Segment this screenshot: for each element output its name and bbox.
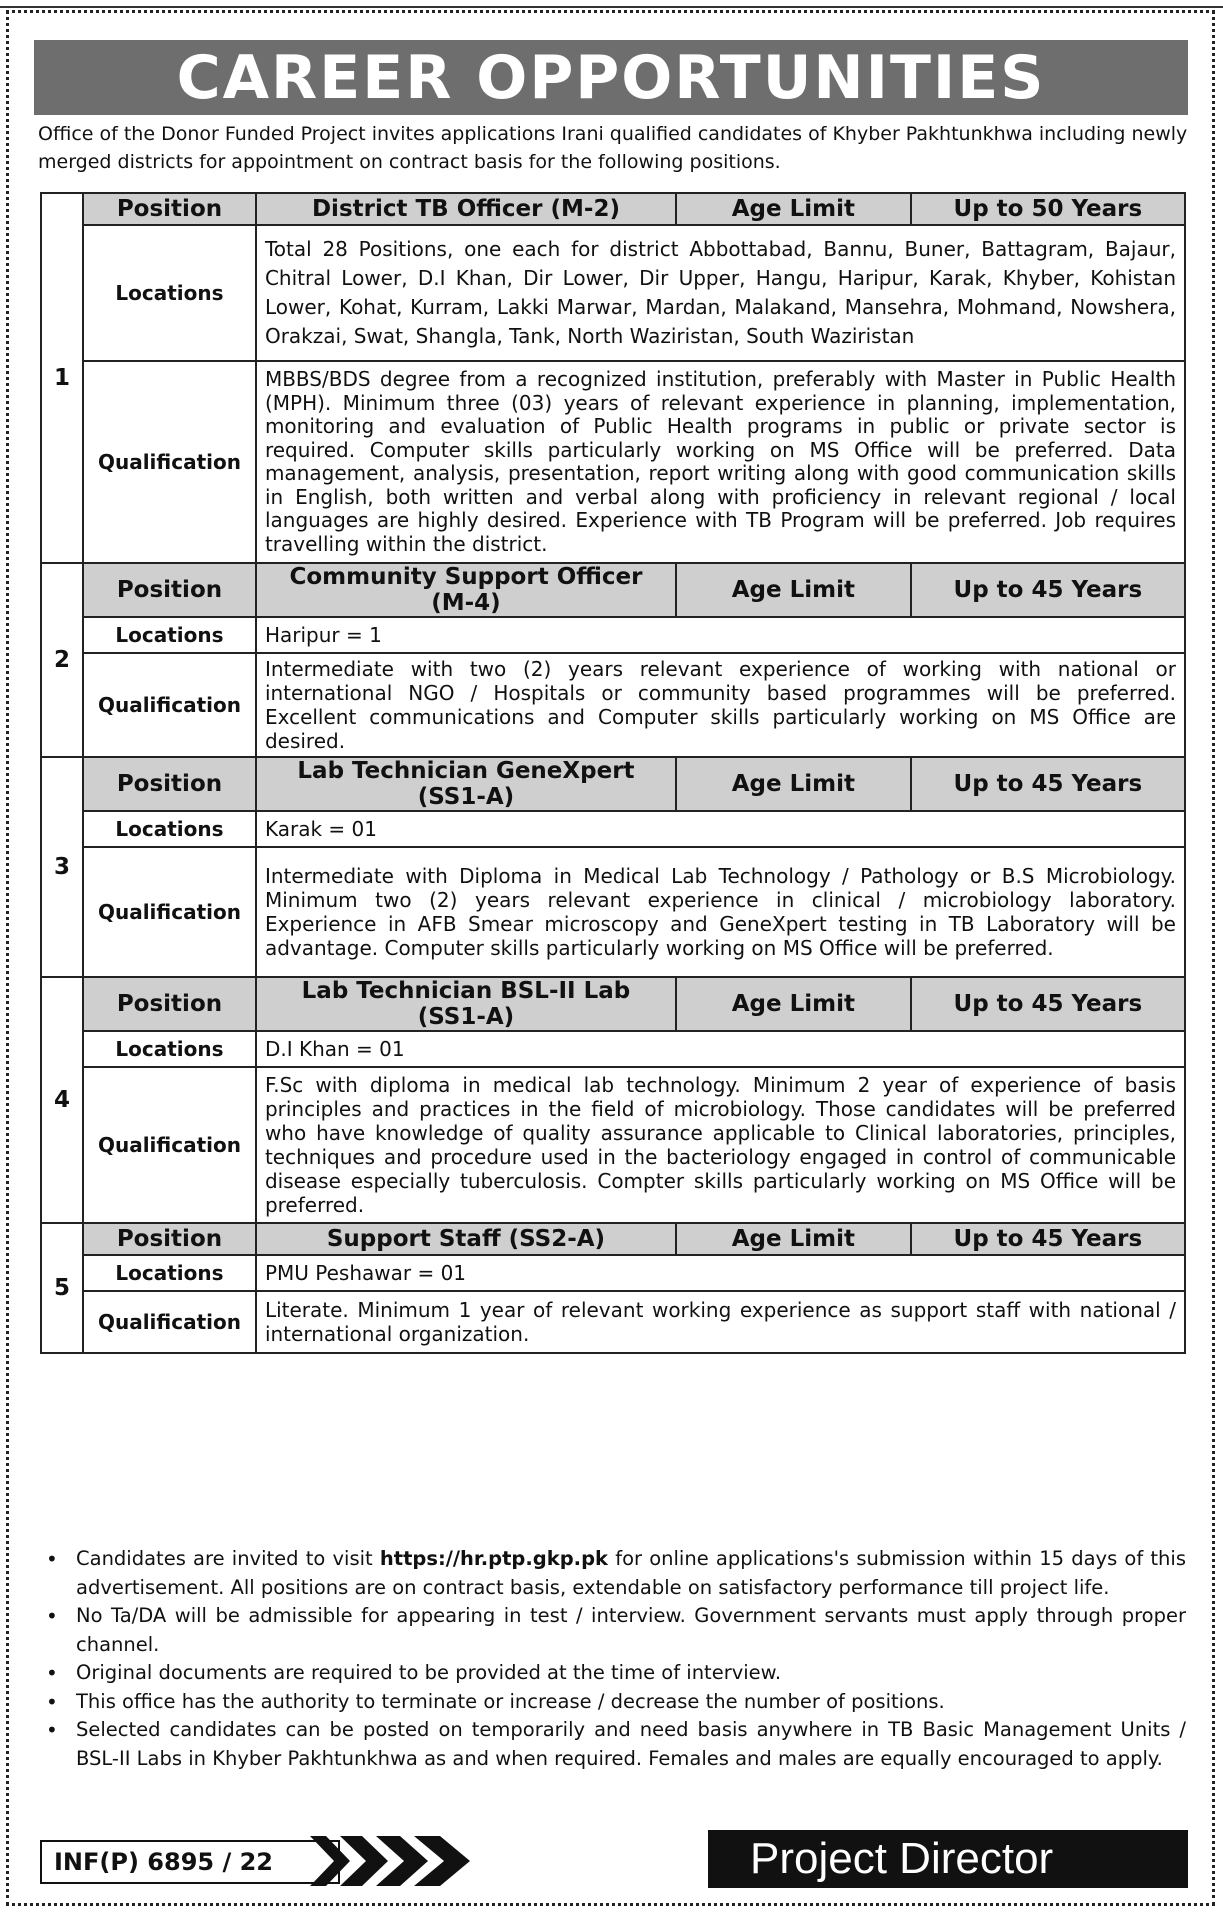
locations-label: Locations xyxy=(83,811,256,847)
job-3-header-row xyxy=(41,757,1185,811)
job-1-locations-row xyxy=(41,225,1185,361)
qualification-label: Qualification xyxy=(83,653,256,757)
age-limit-label: Age Limit xyxy=(676,977,911,1031)
age-limit-value: Up to 45 Years xyxy=(911,757,1185,811)
note-item: • Selected candidates can be posted on temporarily and need basis anywhere in TB Basic Management Units / BSL-II Labs in Khyber Pakhtunkhwa as and when required. Females and males are equally encouraged to apply. xyxy=(76,1716,1186,1773)
position-label: Position xyxy=(83,563,256,617)
position-label: Position xyxy=(83,193,256,225)
locations-label: Locations xyxy=(83,1031,256,1067)
job-2-header-row xyxy=(41,563,1185,617)
locations-value: Total 28 Positions, one each for district Abbottabad, Bannu, Buner, Battagram, Bajaur, Chitral Lower, D.I Khan, Dir Lower, Dir Upper, Hangu, Haripur, Karak, Khyber, Kohistan Lower, Kohat, Kurram, Lakki Marwar, Mardan, Malakand, Mansehra, Mohmand, Nowshera, Orakzai, Swat, Shangla, Tank, North Waziristan, South Waziristan xyxy=(256,225,1185,361)
position-title: Support Staff (SS2-A) xyxy=(256,1223,676,1255)
job-number: 5 xyxy=(41,1223,83,1353)
locations-value: Karak = 01 xyxy=(256,811,1185,847)
job-4-locations-row xyxy=(41,1031,1185,1067)
application-url-link[interactable]: https://hr.ptp.gkp.pk xyxy=(379,1547,609,1570)
qualification-value: Intermediate with Diploma in Medical Lab Technology / Pathology or B.S Microbiology. Minimum two (2) years relevant experience in clinical / microbiology laboratory. Experience in AFB Smear microscopy and GeneXpert testing in TB Laboratory will be advantage. Computer skills particularly working on MS Office will be preferred. xyxy=(256,847,1185,977)
position-label: Position xyxy=(83,977,256,1031)
note-item: • No Ta/DA will be admissible for appearing in test / interview. Government servants must apply through proper channel. xyxy=(76,1602,1186,1659)
qualification-value: F.Sc with diploma in medical lab technology. Minimum 2 year of experience of basis principles and practices in the field of microbiology. Those candidates will be preferred who have knowledge of quality assurance applicable to Clinical laboratories, principles, techniques and procedure used in the bacteriology engaged in control of communicable disease especially tuberculosis. Compter skills particularly working on MS Office will be preferred. xyxy=(256,1067,1185,1223)
page-title: CAREER OPPORTUNITIES xyxy=(176,42,1046,113)
job-number: 3 xyxy=(41,757,83,977)
notes-list xyxy=(40,1545,1186,1773)
positions-table xyxy=(40,192,1186,1354)
locations-label: Locations xyxy=(83,225,256,361)
note-item: • Original documents are required to be provided at the time of interview. xyxy=(76,1659,1186,1688)
intro-text: Office of the Donor Funded Project invites applications Irani qualified candidates of Khyber Pakhtunkhwa including newly merged districts for appointment on contract basis for the following positions. xyxy=(38,123,1188,173)
age-limit-value: Up to 50 Years xyxy=(911,193,1185,225)
position-title: Community Support Officer (M-4) xyxy=(256,563,676,617)
age-limit-label: Age Limit xyxy=(676,1223,911,1255)
job-1-qualification-row xyxy=(41,361,1185,563)
qualification-label: Qualification xyxy=(83,1067,256,1223)
age-limit-value: Up to 45 Years xyxy=(911,563,1185,617)
job-5-locations-row xyxy=(41,1255,1185,1291)
locations-value: Haripur = 1 xyxy=(256,617,1185,653)
position-title: Lab Technician GeneXpert (SS1-A) xyxy=(256,757,676,811)
signatory-bar xyxy=(708,1830,1188,1888)
qualification-value: Literate. Minimum 1 year of relevant working experience as support staff with national / international organization. xyxy=(256,1291,1185,1353)
job-number: 1 xyxy=(41,193,83,563)
title-banner xyxy=(34,40,1188,115)
position-title: District TB Officer (M-2) xyxy=(256,193,676,225)
locations-value: D.I Khan = 01 xyxy=(256,1031,1185,1067)
position-title: Lab Technician BSL-II Lab (SS1-A) xyxy=(256,977,676,1031)
job-3-locations-row xyxy=(41,811,1185,847)
job-5-qualification-row xyxy=(41,1291,1185,1353)
locations-label: Locations xyxy=(83,1255,256,1291)
signatory-title: Project Director xyxy=(750,1834,1054,1883)
qualification-label: Qualification xyxy=(83,847,256,977)
qualification-label: Qualification xyxy=(83,361,256,563)
position-label: Position xyxy=(83,757,256,811)
note-item: • Candidates are invited to visit https://hr.ptp.gkp.pk for online applications's submission within 15 days of this advertisement. All positions are on contract basis, extendable on satisfactory performance till project life. xyxy=(76,1545,1186,1602)
job-4-qualification-row xyxy=(41,1067,1185,1223)
job-5-header-row xyxy=(41,1223,1185,1255)
decorative-stripes xyxy=(310,1836,470,1886)
position-label: Position xyxy=(83,1223,256,1255)
locations-value: PMU Peshawar = 01 xyxy=(256,1255,1185,1291)
qualification-value: MBBS/BDS degree from a recognized institution, preferably with Master in Public Health (MPH). Minimum three (03) years of relevant experience in planning, implementation, monitoring and evaluation of Public Health programs in public or private sector is required. Computer skills particularly working on MS Office will be preferred. Data management, analysis, presentation, report writing along with good communication skills in English, both written and verbal along with proficiency in relevant regional / local languages are highly desired. Experience with TB Program will be preferred. Job requires travelling within the district. xyxy=(256,361,1185,563)
note-item: • This office has the authority to terminate or increase / decrease the number of positions. xyxy=(76,1688,1186,1717)
age-limit-value: Up to 45 Years xyxy=(911,977,1185,1031)
job-number: 4 xyxy=(41,977,83,1223)
qualification-label: Qualification xyxy=(83,1291,256,1353)
age-limit-label: Age Limit xyxy=(676,757,911,811)
age-limit-label: Age Limit xyxy=(676,193,911,225)
job-2-qualification-row xyxy=(41,653,1185,757)
reference-number: INF(P) 6895 / 22 xyxy=(40,1840,340,1884)
job-3-qualification-row xyxy=(41,847,1185,977)
locations-label: Locations xyxy=(83,617,256,653)
job-4-header-row xyxy=(41,977,1185,1031)
age-limit-label: Age Limit xyxy=(676,563,911,617)
age-limit-value: Up to 45 Years xyxy=(911,1223,1185,1255)
job-1-header-row xyxy=(41,193,1185,225)
top-rule xyxy=(0,0,1223,8)
job-2-locations-row xyxy=(41,617,1185,653)
job-number: 2 xyxy=(41,563,83,757)
qualification-value: Intermediate with two (2) years relevant experience of working with national or international NGO / Hospitals or community based programmes will be preferred. Excellent communications and Computer skills particularly working on MS Office are desired. xyxy=(256,653,1185,757)
